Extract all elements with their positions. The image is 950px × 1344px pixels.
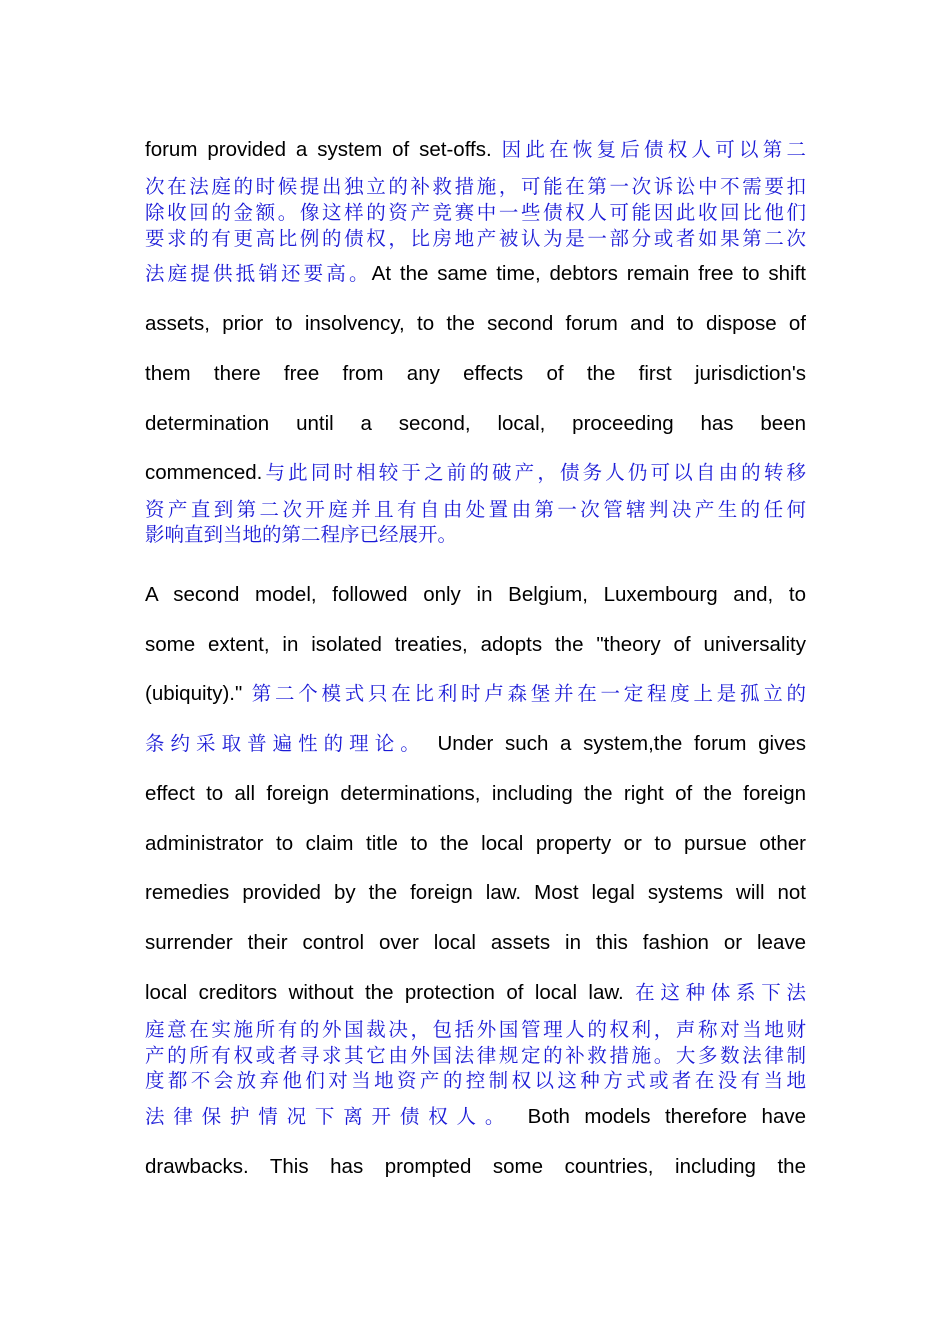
text-line: [145, 497, 806, 523]
text-line: [145, 1068, 806, 1094]
text-line: [145, 1043, 806, 1069]
text-line: [145, 409, 806, 439]
text-line: [145, 522, 806, 548]
text-line: [145, 1017, 806, 1043]
text-line: [145, 779, 806, 809]
text-line: [145, 135, 806, 165]
chinese-text: 法律保护情况下离开债权人。: [145, 1105, 514, 1128]
english-text: surrender their control over local assets in this fashion or leave: [145, 931, 806, 954]
chinese-text: 次在法庭的时候提出独立的补救措施，可能在第一次诉讼中不需要扣: [145, 175, 806, 198]
english-text: local creditors without the protection of local law.: [145, 981, 636, 1004]
chinese-text: 度都不会放弃他们对当地资产的控制权以这种方式或者在没有当地: [145, 1069, 806, 1092]
english-text: forum provided a system of set-offs.: [145, 138, 502, 161]
chinese-text: 条约采取普遍性的理论。: [145, 732, 426, 755]
english-text: some extent, in isolated treaties, adopts the "theory of universality: [145, 633, 806, 656]
english-text: At the same time, debtors remain free to shift: [371, 262, 806, 285]
chinese-text: 庭意在实施所有的外国裁决，包括外国管理人的权利，声称对当地财: [145, 1018, 806, 1041]
chinese-text: 影响直到当地的第二程序已经展开。: [145, 523, 458, 546]
text-line: [145, 878, 806, 908]
chinese-text: 因此在恢复后债权人可以第二: [501, 138, 806, 161]
english-text: (ubiquity).": [145, 682, 252, 705]
text-line: [145, 580, 806, 610]
text-line: [145, 458, 806, 488]
text-line: [145, 630, 806, 660]
chinese-text: 在这种体系下法: [635, 981, 806, 1004]
english-text: effect to all foreign determinations, including the right of the foreign: [145, 782, 806, 805]
text-line: [145, 200, 806, 226]
english-text: Under such a system,the forum gives: [425, 732, 806, 755]
text-line: [145, 928, 806, 958]
chinese-text: 与此同时相较于之前的破产，债务人仍可以自由的转移: [262, 461, 806, 484]
text-line: [145, 309, 806, 339]
english-text: Both models therefore have: [513, 1105, 806, 1128]
text-line: [145, 1102, 806, 1132]
text-line: [145, 259, 806, 289]
english-text: commenced.: [145, 461, 263, 484]
text-line: [145, 226, 806, 252]
chinese-text: 产的所有权或者寻求其它由外国法律规定的补救措施。大多数法律制: [145, 1044, 806, 1067]
english-text: drawbacks. This has prompted some countries, including the: [145, 1155, 806, 1178]
text-line: [145, 978, 806, 1008]
english-text: determination until a second, local, proceeding has been: [145, 412, 806, 435]
english-text: administrator to claim title to the local property or to pursue other: [145, 832, 806, 855]
english-text: them there free from any effects of the first jurisdiction's: [145, 362, 806, 385]
text-line: [145, 1152, 806, 1182]
text-line: [145, 829, 806, 859]
chinese-text: 除收回的金额。像这样的资产竞赛中一些债权人可能因此收回比他们: [145, 201, 806, 224]
text-line: [145, 679, 806, 709]
english-text: A second model, followed only in Belgium, Luxembourg and, to: [145, 583, 806, 606]
text-line: [145, 359, 806, 389]
english-text: remedies provided by the foreign law. Most legal systems will not: [145, 881, 806, 904]
chinese-text: 第二个模式只在比利时卢森堡并在一定程度上是孤立的: [251, 682, 806, 705]
text-line: [145, 174, 806, 200]
chinese-text: 要求的有更高比例的债权，比房地产被认为是一部分或者如果第二次: [145, 227, 806, 250]
text-line: [145, 729, 806, 759]
chinese-text: 法庭提供抵销还要高。: [145, 262, 372, 285]
chinese-text: 资产直到第二次开庭并且有自由处置由第一次管辖判决产生的任何: [145, 498, 806, 521]
english-text: assets, prior to insolvency, to the second forum and to dispose of: [145, 312, 806, 335]
